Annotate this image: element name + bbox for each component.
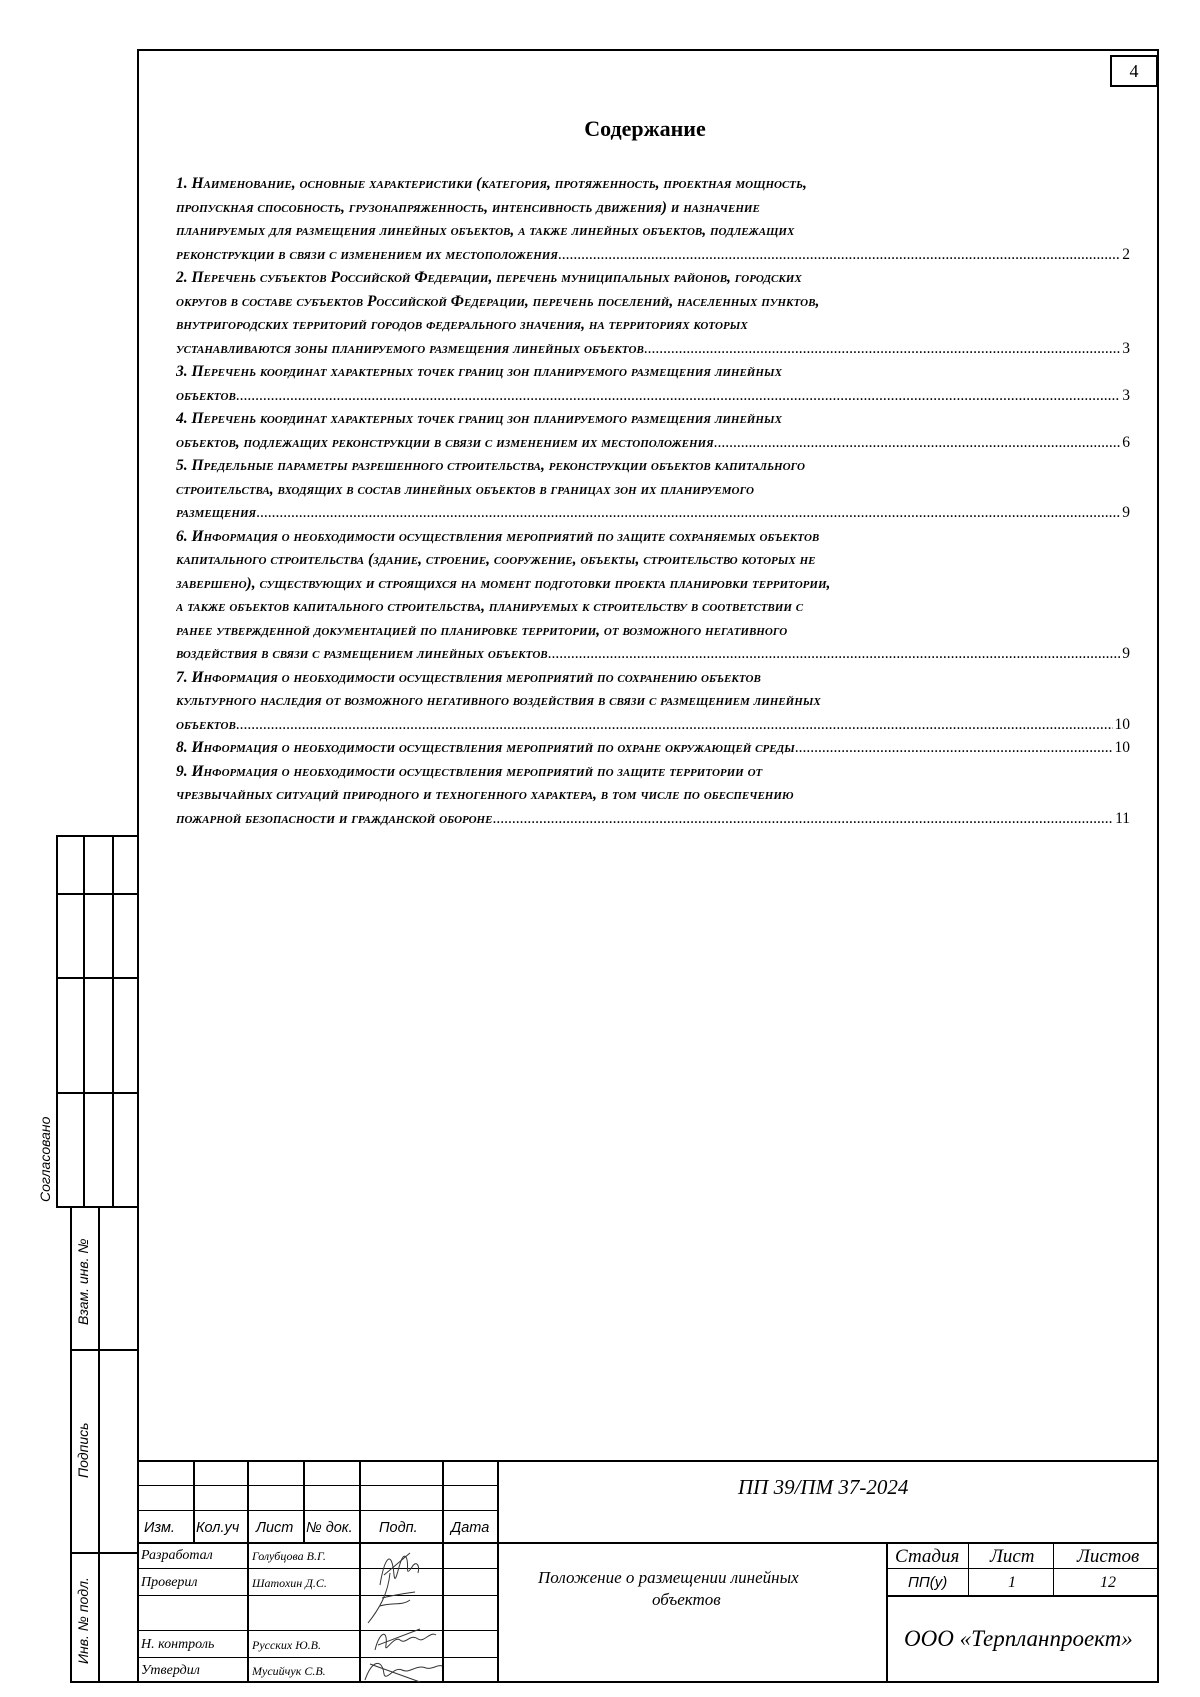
doc-title-line1: Положение о размещении линейных	[538, 1568, 799, 1587]
toc-entry-text: ранее утвержденной документацией по планировке территории, от возможного негативного	[176, 621, 788, 639]
toc-entry[interactable]	[176, 407, 1130, 454]
stamp-line	[56, 977, 139, 979]
toc-entry-text: культурного наследия от возможного негативного воздействия в связи с размещением линейных	[176, 692, 821, 709]
toc-page-number: 11	[1115, 809, 1130, 827]
toc-entry-text: планируемых для размещения линейных объектов, а также линейных объектов, подлежащих	[176, 222, 795, 239]
company-name: ООО «Терпланпроект»	[904, 1626, 1133, 1651]
stamp-line	[70, 1681, 139, 1683]
stamp-line	[70, 1206, 72, 1683]
toc-entry-text: внутригородских территорий городов федерального значения, на территориях которых	[176, 316, 748, 333]
toc-entry-text: реконструкции в связи с изменением их местоположения	[176, 245, 558, 263]
inv-original-label: Инв. № подл.	[75, 1577, 91, 1664]
toc-leader-dots	[492, 807, 1113, 831]
table-of-contents	[176, 172, 1130, 830]
toc-entry[interactable]	[176, 736, 1130, 760]
tb-line	[968, 1542, 969, 1595]
toc-entry-text: строительства, входящих в состав линейных объектов в границах зон их планируемого	[176, 480, 754, 498]
tb-line	[888, 1568, 1159, 1569]
toc-leader-dots	[256, 501, 1120, 525]
toc-entry-text: 7. Информация о необходимости осуществления мероприятий по сохранению объектов	[176, 668, 761, 686]
toc-entry-text: завершено), существующих и строящихся на момент подготовки проекта планировки территории,	[176, 574, 831, 592]
toc-entry[interactable]	[176, 525, 1130, 666]
sheet-label: Лист	[990, 1546, 1035, 1567]
toc-entry-text: округов в составе субъектов Российской Федерации, перечень поселений, населенных пунктов,	[176, 292, 820, 310]
stamp-line	[112, 835, 114, 1207]
toc-entry-text: капитального строительства (здание, строение, сооружение, объекты, строительство которых не	[176, 551, 816, 568]
toc-entry-text: 5. Предельные параметры разрешенного строительства, реконструкции объектов капитального	[176, 457, 806, 474]
tb-line	[888, 1595, 1159, 1597]
toc-entry[interactable]	[176, 266, 1130, 360]
header-sheet: Лист	[256, 1520, 294, 1536]
replace-inv-label: Взам. инв. №	[75, 1238, 91, 1325]
header-qty: Кол.уч	[196, 1520, 240, 1536]
toc-leader-dots	[795, 736, 1113, 760]
toc-entry[interactable]	[176, 666, 1130, 737]
toc-page-number: 9	[1122, 504, 1130, 521]
sheets-label: Листов	[1077, 1546, 1140, 1567]
toc-entry-text: объектов, подлежащих реконструкции в связи с изменением их местоположения	[176, 433, 714, 451]
toc-entry-text: объектов	[176, 715, 236, 733]
toc-entry-text: объектов	[176, 386, 236, 404]
tb-line	[886, 1542, 888, 1683]
name-developed: Голубцова В.Г.	[252, 1549, 326, 1563]
toc-page-number: 2	[1122, 245, 1130, 263]
toc-entry-text: устанавливаются зоны планируемого размещения линейных объектов	[176, 339, 644, 357]
stamp-line	[70, 1349, 139, 1351]
toc-entry-text: 1. Наименование, основные характеристики (категория, протяженность, проектная мощность,	[176, 175, 807, 192]
tb-line	[137, 1460, 1159, 1462]
stamp-line	[98, 1206, 100, 1683]
toc-entry[interactable]	[176, 454, 1130, 525]
tb-line	[247, 1460, 249, 1683]
name-checked: Шатохин Д.С.	[252, 1576, 327, 1590]
tb-line	[193, 1460, 195, 1543]
name-norm-control: Русских Ю.В.	[252, 1638, 321, 1652]
toc-entry-text: чрезвычайных ситуаций природного и техногенного характера, в том числе по обеспечению	[176, 786, 794, 803]
toc-page-number: 3	[1122, 386, 1130, 404]
header-doc-no: № док.	[306, 1520, 353, 1536]
toc-entry-text: воздействия в связи с размещением линейных объектов	[176, 645, 548, 662]
toc-entry[interactable]	[176, 172, 1130, 266]
tb-line	[137, 1542, 1159, 1544]
toc-entry[interactable]	[176, 760, 1130, 831]
toc-entry-text: 2. Перечень субъектов Российской Федерации, перечень муниципальных районов, городских	[176, 269, 802, 286]
tb-line	[1053, 1542, 1054, 1595]
toc-leader-dots	[548, 642, 1121, 666]
toc-leader-dots	[644, 337, 1120, 361]
sheets-value: 12	[1100, 1574, 1116, 1591]
page-title: Содержание	[584, 116, 706, 141]
tb-line	[497, 1460, 499, 1683]
header-sign: Подп.	[379, 1520, 418, 1536]
toc-page-number: 10	[1114, 739, 1130, 756]
toc-page-number: 6	[1122, 433, 1130, 451]
signature-approved	[360, 1652, 445, 1686]
toc-leader-dots	[236, 384, 1120, 408]
toc-entry-text: 8. Информация о необходимости осуществления мероприятий по охране окружающей среды	[176, 739, 795, 756]
stamp-line	[56, 835, 58, 1207]
header-change: Изм.	[144, 1520, 175, 1536]
toc-leader-dots	[558, 243, 1120, 267]
doc-code: ПП 39/ПМ 37-2024	[738, 1475, 909, 1499]
toc-page-number: 10	[1114, 715, 1130, 733]
page-number: 4	[1110, 55, 1158, 87]
toc-entry-text: 6. Информация о необходимости осуществления мероприятий по защите сохраняемых объектов	[176, 527, 820, 545]
toc-entry-text: пожарной безопасности и гражданской обороне	[176, 809, 493, 827]
toc-entry[interactable]	[176, 360, 1130, 407]
toc-entry-text: 9. Информация о необходимости осуществления мероприятий по защите территории от	[176, 762, 763, 780]
role-norm-control: Н. контроль	[141, 1637, 215, 1652]
toc-entry-text: 3. Перечень координат характерных точек границ зон планируемого размещения линейных	[176, 363, 782, 380]
toc-page-number: 3	[1122, 339, 1130, 357]
stamp-line	[70, 1552, 139, 1554]
toc-entry-text: а также объектов капитального строительства, планируемых к строительству в соответствии с	[176, 598, 804, 615]
role-developed: Разработал	[141, 1548, 213, 1563]
toc-entry-text: 4. Перечень координат характерных точек границ зон планируемого размещения линейных	[176, 410, 782, 427]
stage-label: Стадия	[895, 1546, 960, 1567]
toc-entry-text: размещения	[176, 504, 257, 521]
stamp-line	[56, 835, 139, 837]
role-approved: Утвердил	[141, 1663, 200, 1678]
stage-value: ПП(у)	[908, 1574, 948, 1591]
stamp-line	[83, 835, 85, 1207]
tb-line	[442, 1460, 444, 1683]
signature-checked	[360, 1568, 430, 1628]
signature-label: Подпись	[75, 1422, 91, 1478]
toc-leader-dots	[714, 431, 1121, 455]
stamp-line	[56, 1092, 139, 1094]
sheet-value: 1	[1008, 1574, 1016, 1591]
name-approved: Мусийчук С.В.	[252, 1664, 326, 1678]
stamp-line	[56, 893, 139, 895]
role-checked: Проверил	[141, 1575, 198, 1590]
tb-line	[303, 1460, 305, 1543]
toc-leader-dots	[236, 713, 1113, 737]
header-date: Дата	[451, 1520, 490, 1536]
toc-entry-text: пропускная способность, грузонапряженность, интенсивность движения) и назначение	[176, 198, 760, 216]
toc-page-number: 9	[1122, 645, 1130, 662]
doc-title-line2: объектов	[652, 1590, 721, 1609]
agreed-label: Согласовано	[37, 1116, 53, 1202]
